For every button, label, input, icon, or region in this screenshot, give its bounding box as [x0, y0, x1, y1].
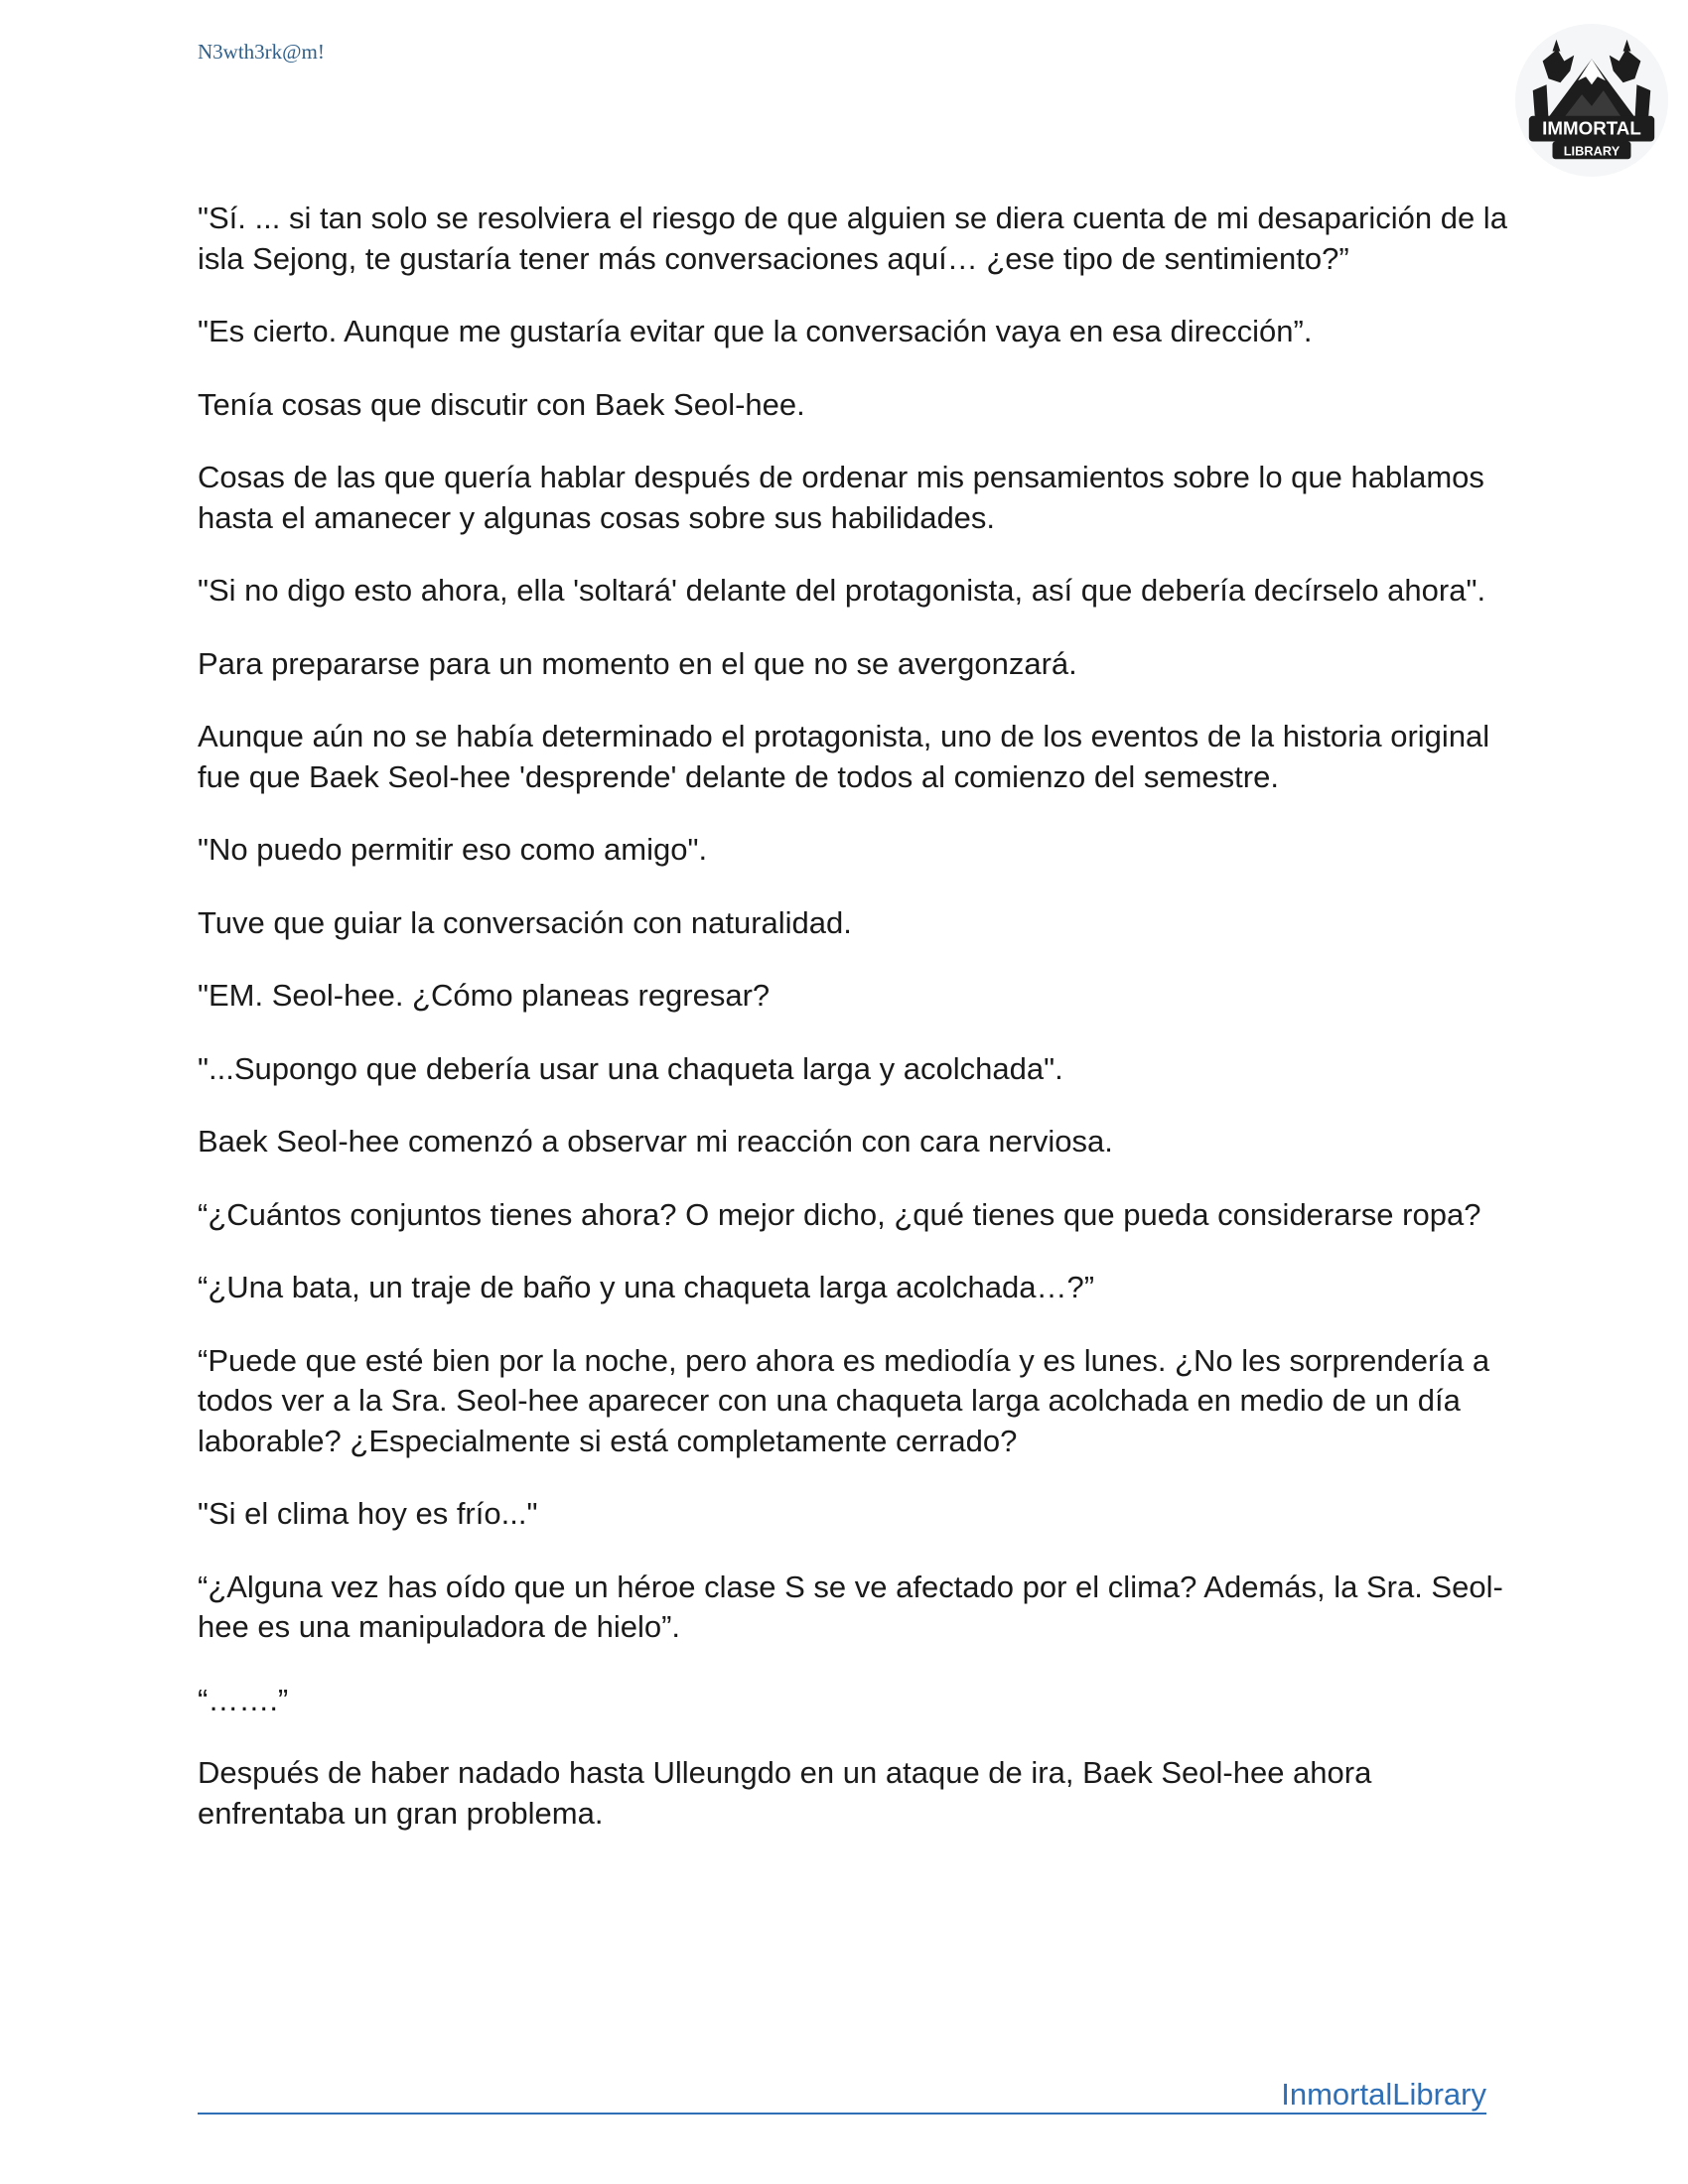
watermark: N3wth3rk@m! — [198, 40, 325, 64]
paragraph: "Si no digo esto ahora, ella 'soltará' delante del protagonista, así que debería decírselo ahora". — [198, 573, 1486, 608]
paragraph: “…….” — [198, 1682, 289, 1717]
dragon-mountain-emblem-icon — [1513, 22, 1670, 179]
paragraph: "...Supongo que debería usar una chaqueta larga y acolchada". — [198, 1050, 1063, 1086]
footer-link-inmortallibrary[interactable]: InmortalLibrary — [1281, 2077, 1486, 2112]
logo-line2: LIBRARY — [1563, 143, 1620, 159]
paragraph: Cosas de las que quería hablar después de ordenar mis pensamientos sobre lo que hablamos hasta el amanecer y algunas cosas sobre sus habilidades. — [198, 460, 1484, 535]
immortal-library-logo — [1513, 22, 1670, 179]
document-body — [198, 199, 1508, 1866]
paragraph: "Sí. ... si tan solo se resolviera el riesgo de que alguien se diera cuenta de mi desaparición de la isla Sejong, te gustaría tener más conversaciones aquí… ¿ese tipo de sentimiento?” — [198, 201, 1507, 276]
paragraph: “¿Cuántos conjuntos tienes ahora? O mejor dicho, ¿qué tienes que pueda considerarse ropa? — [198, 1196, 1481, 1232]
footer-divider — [198, 2113, 1486, 2115]
paragraph: Después de haber nadado hasta Ulleungdo en un ataque de ira, Baek Seol-hee ahora enfrentaba un gran problema. — [198, 1755, 1372, 1831]
logo-line1: IMMORTAL — [1542, 117, 1641, 139]
paragraph: “¿Alguna vez has oído que un héroe clase S se ve afectado por el clima? Además, la Sra. Seol-hee es una manipuladora de hielo”. — [198, 1569, 1503, 1644]
paragraph: Aunque aún no se había determinado el protagonista, uno de los eventos de la historia original fue que Baek Seol-hee 'desprende' delante de todos al comienzo del semestre. — [198, 719, 1490, 794]
paragraph: "Es cierto. Aunque me gustaría evitar que la conversación vaya en esa dirección”. — [198, 314, 1313, 348]
paragraph: "No puedo permitir eso como amigo". — [198, 832, 708, 867]
paragraph: “¿Una bata, un traje de baño y una chaqueta larga acolchada…?” — [198, 1270, 1095, 1304]
paragraph: “Puede que esté bien por la noche, pero ahora es mediodía y es lunes. ¿No les sorprendería a todos ver a la Sra. Seol-hee aparecer con una chaqueta larga acolchada en medio de un día laborable? ¿Especialmente si está completamente cerrado? — [198, 1342, 1490, 1458]
paragraph: Tuve que guiar la conversación con naturalidad. — [198, 904, 852, 940]
paragraph: Baek Seol-hee comenzó a observar mi reacción con cara nerviosa. — [198, 1124, 1113, 1159]
paragraph: Tenía cosas que discutir con Baek Seol-hee. — [198, 386, 805, 422]
paragraph: Para prepararse para un momento en el que no se avergonzará. — [198, 645, 1077, 681]
paragraph: "EM. Seol-hee. ¿Cómo planeas regresar? — [198, 978, 771, 1013]
paragraph: "Si el clima hoy es frío..." — [198, 1496, 538, 1531]
